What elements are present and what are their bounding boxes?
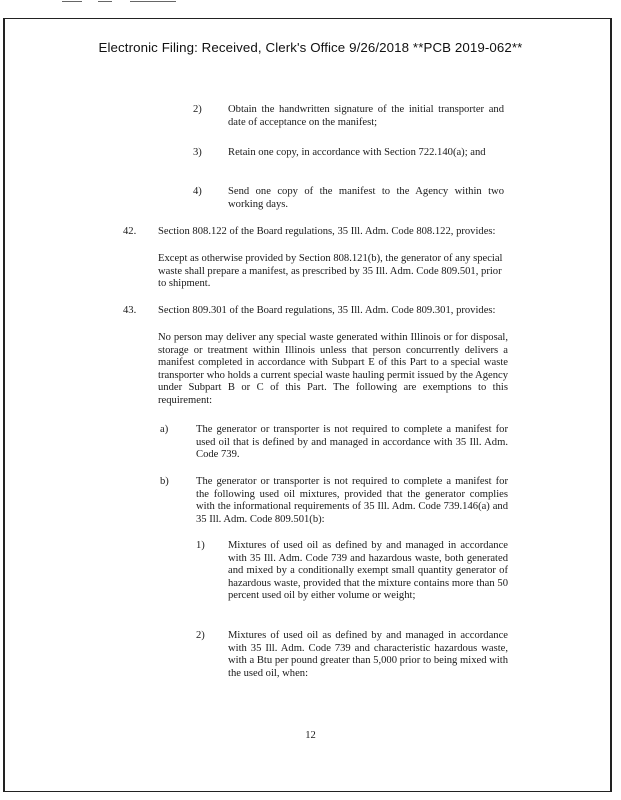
list-item-number: 4) — [193, 186, 202, 197]
scan-top-edge — [0, 0, 621, 6]
list-item-number: 2) — [193, 104, 202, 115]
list-item-text: The generator or transporter is not required to complete a manifest for used oil that is defined by and managed in accordance with 35 Ill. Adm. Code 739. — [196, 424, 508, 461]
block-quote: Except as otherwise provided by Section 808.121(b), the generator of any special waste shall prepare a manifest, as prescribed by 35 Ill. Adm. Code 809.501, prior to shipment. — [158, 253, 503, 290]
list-item-text: Obtain the handwritten signature of the initial transporter and date of acceptance on the manifest; — [228, 104, 504, 128]
block-quote: No person may deliver any special waste generated within Illinois or for disposal, storage or treatment within Illinois unless that person concurrently delivers a manifest completed in accordance with Subpart E of this Part to a special waste transporter who holds a current special waste hauling permit issued by the Agency under Subpart B or C of this Part. The following are exemptions to this requirement: — [158, 332, 508, 406]
paragraph-number: 42. — [123, 226, 137, 237]
list-item-number: 3) — [193, 147, 202, 158]
sub-item-text: Mixtures of used oil as defined by and managed in accordance with 35 Ill. Adm. Code 739 and hazardous waste, both generated and mixed by a conditionally exempt small quantity generator of hazardous waste, provided that the mixture contains more than 50 percent used oil by either volume or weight; — [228, 540, 508, 602]
paragraph-heading: Section 808.122 of the Board regulations, 35 Ill. Adm. Code 808.122, provides: — [158, 226, 496, 237]
list-item-text: Send one copy of the manifest to the Agency within two working days. — [228, 186, 504, 210]
sub-item-number: 2) — [196, 630, 205, 641]
filing-stamp: Electronic Filing: Received, Clerk's Office 9/26/2018 **PCB 2019-062** — [98, 40, 523, 55]
list-item-number: b) — [160, 476, 169, 487]
list-item-text: The generator or transporter is not required to complete a manifest for the following used oil mixtures, provided that the generator complies with the informational requirements of 35 Ill. Adm. Code 739.146(a) and 35 Ill. Adm. Code 809.501(b): — [196, 476, 508, 525]
list-item-number: a) — [160, 424, 169, 435]
paragraph-heading: Section 809.301 of the Board regulations, 35 Ill. Adm. Code 809.301, provides: — [158, 305, 496, 316]
sub-item-text: Mixtures of used oil as defined by and managed in accordance with 35 Ill. Adm. Code 739 and characteristic hazardous waste, with a Btu per pound greater than 5,000 prior to being mixed with the used oil, when: — [228, 630, 508, 679]
page-number: 12 — [305, 730, 316, 741]
sub-item-number: 1) — [196, 540, 205, 551]
list-item-text: Retain one copy, in accordance with Section 722.140(a); and — [228, 147, 486, 158]
paragraph-number: 43. — [123, 305, 137, 316]
